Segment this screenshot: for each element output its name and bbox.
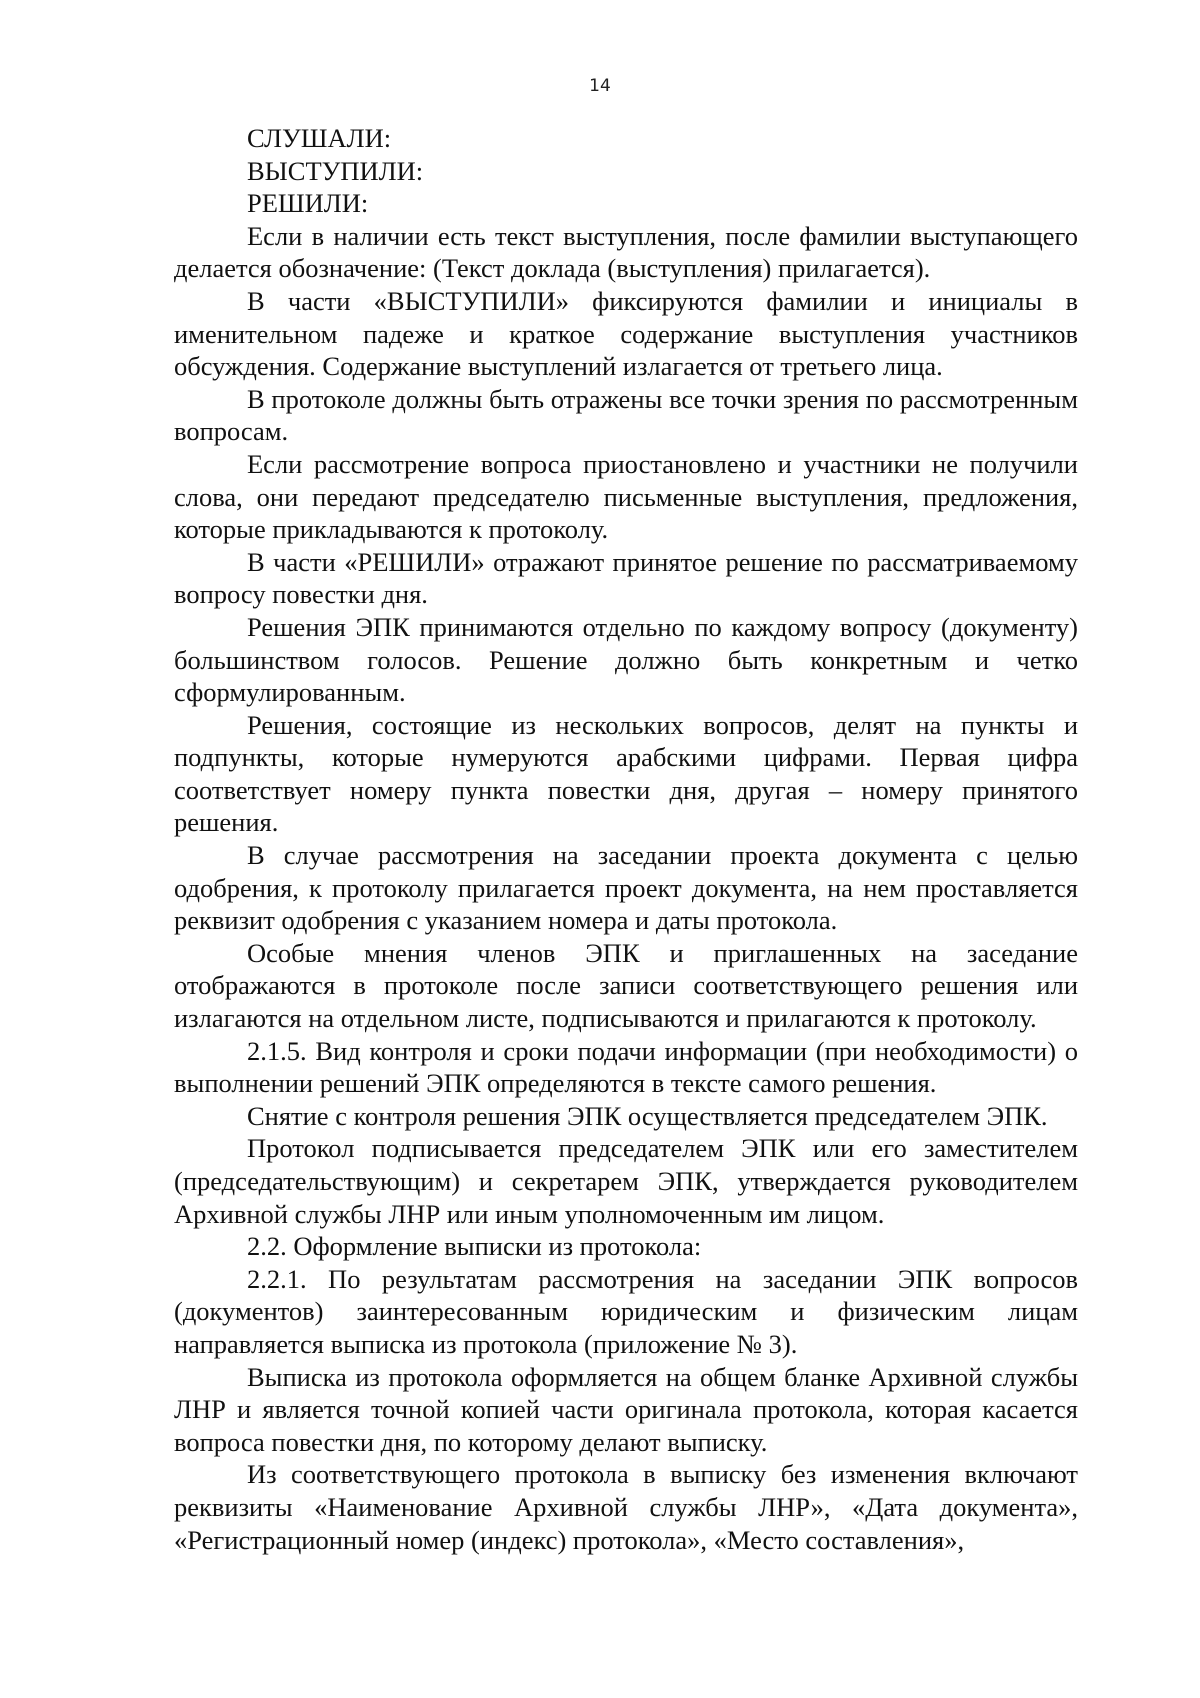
heading-vystupili: ВЫСТУПИЛИ: bbox=[247, 155, 424, 186]
paragraph-reshili-section: В части «РЕШИЛИ» отражают принятое решение по рассматриваемому вопросу повестки дня. bbox=[174, 546, 1078, 610]
paragraph-vystupili-section: В части «ВЫСТУПИЛИ» фиксируются фамилии и инициалы в именительном падеже и краткое содержание выступления участников обсуждения. Содержание выступлений излагается от третьего лица. bbox=[174, 285, 1078, 382]
heading-reshili: РЕШИЛИ: bbox=[247, 188, 369, 219]
document-body bbox=[174, 122, 1078, 1556]
paragraph-viewpoints: В протоколе должны быть отражены все точки зрения по рассмотренным вопросам. bbox=[174, 383, 1078, 447]
paragraph-decision-numbering: Решения, состоящие из нескольких вопросов, делят на пункты и подпункты, которые нумеруются арабскими цифрами. Первая цифра соответствует номеру пункта повестки дня, другая – номеру принятого решения. bbox=[174, 709, 1078, 838]
paragraph-draft-approval: В случае рассмотрения на заседании проекта документа с целью одобрения, к протоколу прилагается проект документа, на нем проставляется реквизит одобрения с указанием номера и даты протокола. bbox=[174, 840, 1078, 936]
paragraph-2-1-5-control: 2.1.5. Вид контроля и сроки подачи информации (при необходимости) о выполнении решений ЭПК определяются в тексте самого решения. bbox=[174, 1035, 1078, 1099]
heading-slushali: СЛУШАЛИ: bbox=[247, 123, 392, 153]
paragraph-control-removal: Снятие с контроля решения ЭПК осуществляется председателем ЭПК. bbox=[247, 1100, 1048, 1131]
paragraph-extract-requisites: Из соответствующего протокола в выписку без изменения включают реквизиты «Наименование Архивной службы ЛНР», «Дата документа», «Регистрационный номер (индекс) протокола», «Место составления», bbox=[174, 1459, 1078, 1555]
paragraph-extract-form: Выписка из протокола оформляется на общем бланке Архивной службы ЛНР и является точной копией части оригинала протокола, которая касается вопроса повестки дня, по которому делают выписку. bbox=[174, 1361, 1078, 1457]
paragraph-suspended-discussion: Если рассмотрение вопроса приостановлено и участники не получили слова, они передают председателю письменные выступления, предложения, которые прикладываются к протоколу. bbox=[174, 448, 1078, 545]
paragraph-special-opinions: Особые мнения членов ЭПК и приглашенных на заседание отображаются в протоколе после записи соответствующего решения или излагаются на отдельном листе, подписываются и прилагаются к протоколу. bbox=[174, 937, 1078, 1034]
paragraph-2-2-1-extract-sending: 2.2.1. По результатам рассмотрения на заседании ЭПК вопросов (документов) заинтересованным юридическим и физическим лицам направляется выписка из протокола (приложение № 3). bbox=[174, 1263, 1078, 1359]
page-number: 14 bbox=[589, 76, 611, 96]
paragraph-speech-text-note: Если в наличии есть текст выступления, после фамилии выступающего делается обозначение: (Текст доклада (выступления) прилагается). bbox=[174, 220, 1078, 284]
paragraph-2-2-extract: 2.2. Оформление выписки из протокола: bbox=[247, 1231, 702, 1262]
paragraph-protocol-signing: Протокол подписывается председателем ЭПК или его заместителем (председательствующим) и секретарем ЭПК, утверждается руководителем Архивной службы ЛНР или иным уполномоченным им лицом. bbox=[174, 1133, 1078, 1229]
paragraph-epk-decisions: Решения ЭПК принимаются отдельно по каждому вопросу (документу) большинством голосов. Решение должно быть конкретным и четко сформулированным. bbox=[174, 611, 1078, 708]
